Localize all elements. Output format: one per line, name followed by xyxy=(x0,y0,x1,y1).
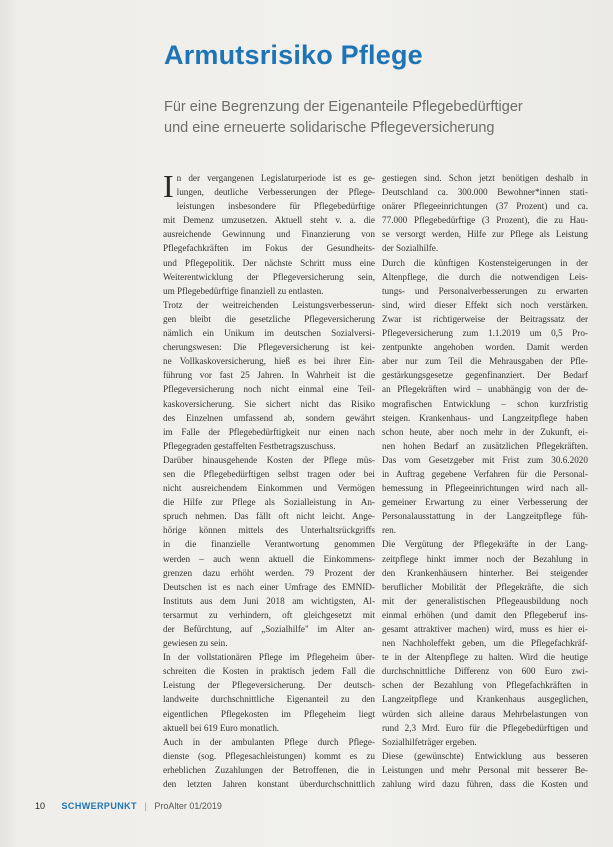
body-line: würden sich alleine daraus Mehrbelastungen von xyxy=(382,708,588,719)
body-line: n der vergangenen Legislaturperiode ist es ge- xyxy=(176,173,375,183)
article-subtitle xyxy=(164,97,584,139)
body-line: kaskoversicherung. Sie sichert nicht das Risiko xyxy=(163,398,375,409)
body-line: gemeiner Erwartung zu einer Verbesserung der xyxy=(382,497,588,508)
body-line: tersarmut zu verhindern, oft gleichgesetzt mit xyxy=(163,609,375,620)
body-line: Pflegeversicherung noch nicht einmal eine Teil- xyxy=(163,384,375,395)
body-line: mit Demenz umzusetzen. Aktuell steht v. a. die xyxy=(163,215,375,226)
body-line: gestärkungsgesetze gegenfinanziert. Der Bedarf xyxy=(382,370,588,381)
body-line: se versorgt werden, Hilfe zur Pflege als Leistung xyxy=(382,229,588,240)
body-line: spruch nehmen. Das fällt oft nicht leicht. Ange- xyxy=(163,511,375,522)
dropcap: I xyxy=(163,168,174,204)
body-line: leistungen insbesondere für Pflegebedürftige xyxy=(176,201,375,212)
body-line: beruflicher Mobilität der Pflegekräfte, die sich xyxy=(382,581,588,592)
body-line: schreiten die Kosten in praktisch jedem Fall die xyxy=(163,666,375,677)
body-line: eigentlichen Pflegekosten im Pflegeheim liegt xyxy=(163,708,375,719)
body-line: nen hohen Bedarf an zusätzlichen Pflegekräften. xyxy=(382,440,588,451)
body-line: in die finanzielle Verantwortung genommen xyxy=(163,539,375,550)
body-line: Altenpflege, die durch die notwendigen Leis- xyxy=(382,271,588,282)
body-line: und Pflegepolitik. Der nächste Schritt muss eine xyxy=(163,257,375,268)
body-line: gen bleibt die gesetzliche Pflegeversicherung xyxy=(163,313,375,324)
body-line: Auch in der ambulanten Pflege durch Pflege- xyxy=(163,736,375,747)
body-line: Die Vergütung der Pflegekräfte in der Lang- xyxy=(382,539,588,550)
body-line: 77.000 Pflegebedürftige (3 Prozent), die zu Hau- xyxy=(382,215,588,226)
body-line: ren. xyxy=(382,525,397,536)
body-line: dienste (sog. Pflegesachleistungen) kommt es zu xyxy=(163,750,375,761)
subtitle-line: Für eine Begrenzung der Eigenanteile Pflegebedürftiger xyxy=(164,99,523,115)
body-line: rund 2,3 Mrd. Euro für die Pflegebedürftigen und xyxy=(382,722,588,733)
body-line: tungs- und Personalverbesserungen zu erwarten xyxy=(382,285,588,296)
body-line: grenzen dazu erhöht werden. 79 Prozent der xyxy=(163,567,375,578)
body-line: te in der Altenpflege zu halten. Wird die heutige xyxy=(382,652,588,663)
body-line: der Sozialhilfe. xyxy=(382,243,439,254)
body-column-right xyxy=(382,171,588,791)
body-line: Trotz der weitreichenden Leistungsverbesserun- xyxy=(163,299,375,310)
body-line: einmal erhöhen (und damit den Pflegeberuf ins- xyxy=(382,609,588,620)
footer-separator: | xyxy=(144,801,147,811)
body-line: Pflegefachkräften im Fokus der Gesundheits- xyxy=(163,243,375,254)
body-line: In der vollstationären Pflege im Pflegeheim über- xyxy=(163,652,375,663)
body-line: Personalausstattung in der Langzeitpflege füh- xyxy=(382,511,588,522)
body-line: sind, wird dieser Effekt sich noch verstärken. xyxy=(382,299,588,310)
body-line: den Krankenhäusern hinterher. Bei steigender xyxy=(382,567,588,578)
body-line: lungen, deutliche Verbesserungen der Pflege- xyxy=(176,187,375,198)
page-footer xyxy=(35,801,222,811)
body-line: führung vor fast 25 Jahren. In Wahrheit ist die xyxy=(163,370,375,381)
body-line: zeitpflege hinkt immer noch der Bezahlung in xyxy=(382,553,588,564)
body-line: werden – auch wenn aktuell die Einkommens- xyxy=(163,553,375,564)
body-line: erheblichen Zuzahlungen der Betroffenen, die in xyxy=(163,764,375,775)
body-line: gestiegen sind. Schon jetzt benötigen deshalb in xyxy=(382,173,588,183)
body-line: im Falle der Pflegebedürftigkeit nur einen nach xyxy=(163,426,375,437)
body-line: Langzeitpflege und Krankenhaus ausgeglichen, xyxy=(382,694,588,705)
page-number: 10 xyxy=(35,801,46,811)
body-line: Zwar ist richtigerweise der Beitragssatz der xyxy=(382,313,588,324)
body-line: den letzten Jahren konstant überdurchschnittlich xyxy=(163,779,375,790)
body-line: mit der generalistischen Pflegeausbildung noch xyxy=(382,595,588,606)
body-line: Weiterentwicklung der Pflegeversicherung sein, xyxy=(163,271,375,282)
body-line: Diese (gewünschte) Entwicklung aus besseren xyxy=(382,750,588,761)
body-line: onärer Pflegeeinrichtungen (37 Prozent) und ca. xyxy=(382,201,588,212)
body-line: steigen. Krankenhaus- und Langzeitpflege haben xyxy=(382,412,588,423)
body-line: Pflegeversicherung zum 1.1.2019 um 0,5 Pro- xyxy=(382,328,588,339)
body-line: Sozialhilfeträger ergeben. xyxy=(382,736,477,747)
body-line: Deutschland ca. 300.000 Bewohner*innen stati- xyxy=(382,187,588,198)
body-line: ne Vollkaskoversicherung, hieß es bei ihrer Ein- xyxy=(163,356,375,367)
body-line: gewiesen zu sein. xyxy=(163,638,228,649)
body-line: aktuell bei 619 Euro monatlich. xyxy=(163,722,280,733)
subtitle-line: und eine erneuerte solidarische Pflegeversicherung xyxy=(164,120,495,136)
body-line: der Befürchtung, auf „Sozialhilfe" im Alter an- xyxy=(163,624,375,634)
body-line: Darüber hinausgehende Kosten der Pflege müs- xyxy=(163,454,375,465)
body-line: zentpunkte angehoben worden. Damit werden xyxy=(382,342,588,353)
body-line: gesamt attraktiver machen) wird, muss es hier ei- xyxy=(382,624,588,634)
body-line: zahlung wird dazu führen, dass die Kosten und xyxy=(382,779,588,790)
article-title: Armutsrisiko Pflege xyxy=(164,40,423,70)
magazine-issue: ProAlter 01/2019 xyxy=(154,801,222,811)
body-line: mografischen Entwicklung – schon kurzfristig xyxy=(382,398,588,409)
body-line: die Hilfe zur Pflege als Sozialleistung in An- xyxy=(163,497,375,508)
body-line: durchschnittliche Differenz von 600 Euro zwi- xyxy=(382,666,588,677)
body-line: Deutschen ist es nach einer Umfrage des EMNID- xyxy=(163,581,375,592)
body-line: Das vom Gesetzgeber mit Frist zum 30.6.2020 xyxy=(382,454,588,465)
body-line: hörige können mittels des Unterhaltsrückgriffs xyxy=(163,525,375,536)
opening-paragraph xyxy=(163,168,375,213)
body-line: sen die Pflegebedürftigen selbst tragen oder bei xyxy=(163,468,375,479)
body-line: um Pflegebedürftige finanziell zu entlasten. xyxy=(163,285,324,296)
body-line: aber nur zum Teil die Mehrausgaben der Pfle- xyxy=(382,356,588,367)
body-line: nen Nachholeffekt geben, um die Pflegefachkräf- xyxy=(382,638,588,649)
body-line: cherungswesen: Die Pflegeversicherung ist kei- xyxy=(163,342,375,353)
body-line: schen der Bezahlung von Pflegefachkräften in xyxy=(382,680,588,691)
body-line: des Einzelnen umfassend ab, sondern gewährt xyxy=(163,412,375,423)
body-line: nämlich ein Unikum im deutschen Sozialversi- xyxy=(163,328,375,339)
body-line: an Pflegekräften wird – unabhängig von der de- xyxy=(382,384,588,395)
body-line: schon heute, aber noch mehr in der Zukunft, ei- xyxy=(382,426,588,437)
body-line: in Auftrag gegebene Verfahren für die Personal- xyxy=(382,468,588,479)
body-line: bemessung in Pflegeeinrichtungen wird nach all- xyxy=(382,483,588,494)
body-line: Durch die künftigen Kostensteigerungen in der xyxy=(382,257,588,268)
body-line: nicht ausreichendem Einkommen und Vermögen xyxy=(163,483,375,494)
body-line: ausreichende Gewinnung und Finanzierung von xyxy=(163,229,375,240)
body-line: Leistungen und mehr Personal mit besserer Be- xyxy=(382,764,588,775)
body-line: Leistung der Pflegeversicherung. Der deutsch- xyxy=(163,680,375,691)
body-line: landweite durchschnittliche Eigenanteil zu den xyxy=(163,694,375,705)
section-name: SCHWERPUNKT xyxy=(61,801,137,811)
body-line: Instituts aus dem Juni 2018 am wichtigsten, Al- xyxy=(163,595,375,606)
body-column-left xyxy=(163,168,375,791)
body-line: Pflegegraden gestaffelten Festbetragszuschuss. xyxy=(163,440,336,451)
